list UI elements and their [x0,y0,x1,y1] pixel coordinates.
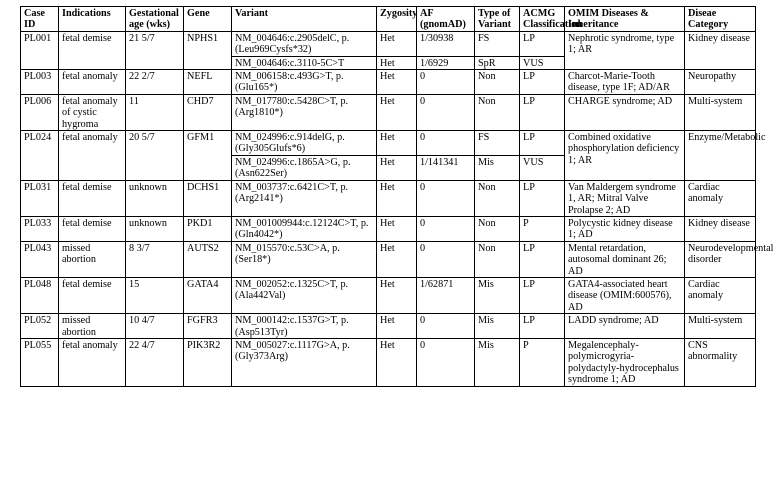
header-af: AF (gnomAD) [417,7,475,32]
cell-omim: Van Maldergem syndrome 1, AR; Mitral Valve Prolapse 2; AD [565,180,685,216]
cell-gestational-age: unknown [126,216,184,241]
cell-omim: CHARGE syndrome; AD [565,94,685,130]
cell-acmg: LP [520,314,565,339]
cell-indication: fetal demise [59,31,126,69]
cell-gene: FGFR3 [184,314,232,339]
cell-variant-type: Non [475,216,520,241]
cell-category: Cardiac anomaly [685,180,756,216]
cell-af: 0 [417,241,475,277]
table-row [21,314,756,339]
cell-category: Kidney disease [685,216,756,241]
cell-category: Cardiac anomaly [685,277,756,313]
cell-variant: NM_024996:c.1865A>G, p.(Asn622Ser) [232,155,377,180]
cell-gene: PKD1 [184,216,232,241]
cell-zygosity: Het [377,338,417,386]
cell-omim: LADD syndrome; AD [565,314,685,339]
cell-category: CNS abnormality [685,338,756,386]
cell-variant: NM_005027:c.1117G>A, p.(Gly373Arg) [232,338,377,386]
cell-acmg: LP [520,70,565,95]
cell-af: 1/6929 [417,56,475,69]
header-omim: OMIM Diseases & Inheritance [565,7,685,32]
cell-category: Neurodevelopmental disorder [685,241,756,277]
cell-indication: missed abortion [59,241,126,277]
cell-zygosity: Het [377,31,417,56]
cell-acmg: VUS [520,155,565,180]
cell-af: 0 [417,180,475,216]
table-row [21,70,756,95]
table-row [21,338,756,386]
header-zygosity: Zygosity [377,7,417,32]
cell-gestational-age: 22 4/7 [126,338,184,386]
cell-gene: PIK3R2 [184,338,232,386]
cell-category: Enzyme/Metabolic [685,131,756,181]
cell-af: 0 [417,338,475,386]
cell-zygosity: Het [377,216,417,241]
cell-category: Multi-system [685,314,756,339]
cell-case-id: PL033 [21,216,59,241]
cell-af: 0 [417,216,475,241]
cell-category: Multi-system [685,94,756,130]
header-case-id: Case ID [21,7,59,32]
cell-variant-type: FS [475,131,520,156]
cell-acmg: P [520,216,565,241]
cell-omim: Charcot-Marie-Tooth disease, type 1F; AD/AR [565,70,685,95]
cell-variant-type: Mis [475,277,520,313]
cell-af: 1/30938 [417,31,475,56]
cell-indication: fetal anomaly of cystic hygroma [59,94,126,130]
cell-variant: NM_001009944:c.12124C>T, p.(Gln4042*) [232,216,377,241]
table-row [21,131,756,156]
table-row [21,31,756,56]
cell-acmg: P [520,338,565,386]
cell-acmg: LP [520,277,565,313]
cell-omim: Mental retardation, autosomal dominant 26; AD [565,241,685,277]
table-body [21,31,773,386]
cell-zygosity: Het [377,70,417,95]
cell-variant: NM_003737:c.6421C>T, p.(Arg2141*) [232,180,377,216]
cell-gestational-age: 20 5/7 [126,131,184,181]
cell-indication: missed abortion [59,314,126,339]
cell-variant-type: Mis [475,155,520,180]
cell-gestational-age: 15 [126,277,184,313]
cell-case-id: PL052 [21,314,59,339]
cell-variant-type: Non [475,70,520,95]
cell-acmg: LP [520,94,565,130]
cell-zygosity: Het [377,314,417,339]
cell-variant-type: Non [475,180,520,216]
cell-gene: GFM1 [184,131,232,181]
cell-zygosity: Het [377,155,417,180]
cell-gestational-age: unknown [126,180,184,216]
cell-omim: Nephrotic syndrome, type 1; AR [565,31,685,69]
cell-case-id: PL003 [21,70,59,95]
cell-af: 0 [417,131,475,156]
cell-case-id: PL001 [21,31,59,69]
cell-variant: NM_015570:c.53C>A, p.(Ser18*) [232,241,377,277]
cell-case-id: PL031 [21,180,59,216]
header-indications: Indications [59,7,126,32]
cell-acmg: LP [520,131,565,156]
cell-category: Kidney disease [685,31,756,69]
cell-gestational-age: 21 5/7 [126,31,184,69]
cell-variant-type: SpR [475,56,520,69]
cell-af: 0 [417,314,475,339]
cell-variant-type: Mis [475,338,520,386]
cell-gene: NPHS1 [184,31,232,69]
cell-case-id: PL055 [21,338,59,386]
cell-variant-type: Non [475,94,520,130]
cell-variant: NM_006158:c.493G>T, p.(Glu165*) [232,70,377,95]
cell-zygosity: Het [377,277,417,313]
cell-gene: NEFL [184,70,232,95]
cell-gene: CHD7 [184,94,232,130]
cell-gestational-age: 11 [126,94,184,130]
cell-acmg: LP [520,241,565,277]
cell-omim: Megalencephaly-polymicrogyria-polydactyly-hydrocephalus syndrome 1; AD [565,338,685,386]
cell-case-id: PL006 [21,94,59,130]
cell-af: 1/62871 [417,277,475,313]
cell-indication: fetal demise [59,216,126,241]
cell-variant: NM_000142:c.1537G>T, p.(Asp513Tyr) [232,314,377,339]
cell-acmg: LP [520,31,565,56]
cell-zygosity: Het [377,180,417,216]
header-variant: Variant [232,7,377,32]
cell-variant: NM_004646:c.3110-5C>T [232,56,377,69]
cell-indication: fetal anomaly [59,131,126,181]
cell-gestational-age: 8 3/7 [126,241,184,277]
cell-af: 0 [417,94,475,130]
cell-gene: DCHS1 [184,180,232,216]
variant-table [20,6,773,387]
cell-af: 1/141341 [417,155,475,180]
cell-variant: NM_024996:c.914delG, p.(Gly305Glufs*6) [232,131,377,156]
cell-acmg: VUS [520,56,565,69]
cell-omim: Polycystic kidney disease 1; AD [565,216,685,241]
cell-gestational-age: 10 4/7 [126,314,184,339]
cell-case-id: PL048 [21,277,59,313]
cell-af: 0 [417,70,475,95]
header-row [21,7,756,32]
cell-gene: AUTS2 [184,241,232,277]
header-category: Diseae Category [685,7,756,32]
header-variant-type: Type of Variant [475,7,520,32]
cell-indication: fetal anomaly [59,70,126,95]
cell-variant-type: FS [475,31,520,56]
cell-case-id: PL043 [21,241,59,277]
cell-zygosity: Het [377,241,417,277]
cell-case-id: PL024 [21,131,59,181]
cell-variant: NM_002052:c.1325C>T, p.(Ala442Val) [232,277,377,313]
table-row [21,277,756,313]
table-row [21,241,756,277]
header-gestational-age: Gestational age (wks) [126,7,184,32]
cell-omim: GATA4-associated heart disease (OMIM:600576), AD [565,277,685,313]
cell-indication: fetal demise [59,180,126,216]
variant-table-container [20,6,773,387]
cell-variant-type: Mis [475,314,520,339]
header-acmg: ACMG Classification [520,7,565,32]
table-row [21,180,756,216]
cell-indication: fetal anomaly [59,338,126,386]
cell-indication: fetal demise [59,277,126,313]
cell-gene: GATA4 [184,277,232,313]
cell-variant-type: Non [475,241,520,277]
cell-variant: NM_004646:c.2905delC, p.(Leu969Cysfs*32) [232,31,377,56]
cell-acmg: LP [520,180,565,216]
cell-category: Neuropathy [685,70,756,95]
cell-zygosity: Het [377,56,417,69]
header-gene: Gene [184,7,232,32]
cell-gestational-age: 22 2/7 [126,70,184,95]
cell-zygosity: Het [377,131,417,156]
cell-variant: NM_017780:c.5428C>T, p.(Arg1810*) [232,94,377,130]
cell-omim: Combined oxidative phosphorylation deficiency 1; AR [565,131,685,181]
table-row [21,216,756,241]
table-row [21,94,756,130]
cell-zygosity: Het [377,94,417,130]
